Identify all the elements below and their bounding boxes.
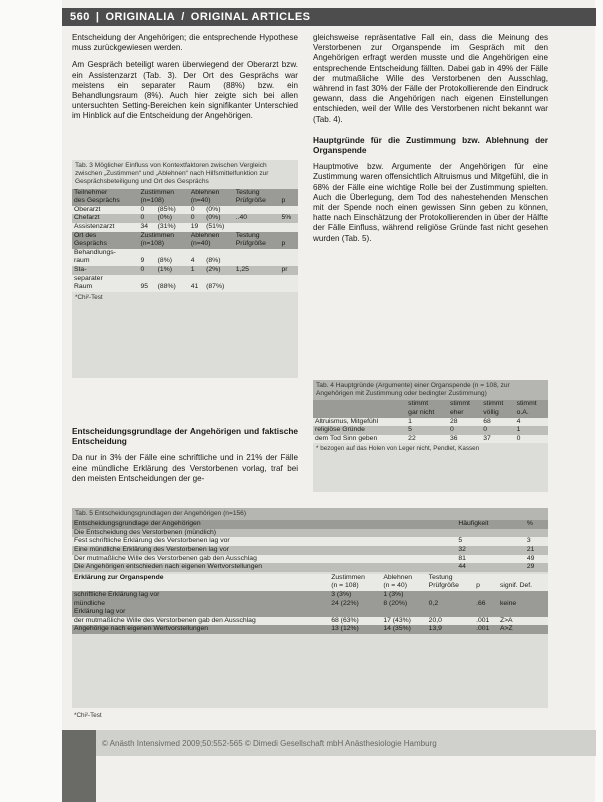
left-column-top xyxy=(72,33,298,129)
table-header-row xyxy=(72,189,298,198)
cell: (87%) xyxy=(206,283,225,291)
cell: 13 (12%) xyxy=(331,625,359,633)
table-5a-grid xyxy=(72,520,548,572)
cell: 0 xyxy=(516,434,521,442)
table-header-row xyxy=(72,197,298,206)
cell: 1 (3%) xyxy=(383,590,404,598)
cell xyxy=(234,257,280,266)
header-cell: Testung xyxy=(235,188,260,196)
cell: 20,0 xyxy=(428,616,442,624)
cell xyxy=(279,206,298,215)
table-header-row xyxy=(72,232,298,241)
header-cell: signif. Def. xyxy=(499,582,533,590)
header-cell: Ablehnen xyxy=(190,188,220,196)
table-row xyxy=(72,625,548,634)
header-separator: | xyxy=(95,11,100,23)
cell: 0 xyxy=(140,214,145,222)
cell xyxy=(456,529,525,538)
cell: Eine mündliche Erklärung des Verstorbenen lag vor xyxy=(74,545,229,553)
cell: Behandlungs- xyxy=(74,248,116,256)
header-cell: stimmt xyxy=(516,400,537,408)
cell: Die Entscheidung des Verstorbenen (mündlich) xyxy=(74,528,217,536)
cell: Raum xyxy=(74,283,93,291)
table-row xyxy=(72,223,298,232)
table-header-row xyxy=(72,574,548,583)
cell: (1%) xyxy=(157,265,173,273)
header-cell: Ablehnen xyxy=(190,231,220,239)
table-row xyxy=(313,435,548,444)
cell: (85%) xyxy=(157,205,176,213)
table-4-grid xyxy=(313,400,548,443)
cell: 8 (20%) xyxy=(383,599,408,607)
cell: (51%) xyxy=(206,222,225,230)
header-cell: Zustimmen xyxy=(140,231,175,239)
table-caption: Tab. 3 Möglicher Einfluss von Kontextfaktoren zwischen Vergleich zwischen „Zustimmen“ und „Ablehnen“ nach Hilfsmittelfunktion zur Gesprächsbeteiligung und Ort des Gesprächs xyxy=(75,162,269,186)
table-4 xyxy=(313,380,548,492)
cell: Z>A xyxy=(499,616,513,624)
header-cell: Entscheidungsgrundlage der Angehörigen xyxy=(74,520,201,528)
cell xyxy=(189,249,204,258)
header-slash: / xyxy=(181,11,185,23)
table-row xyxy=(72,608,548,617)
cell: pr xyxy=(281,265,288,273)
cell: ..40 xyxy=(235,214,248,222)
cell: (2%) xyxy=(206,265,221,273)
table-row xyxy=(72,214,298,223)
cell: 3 xyxy=(526,537,531,545)
cell: separater xyxy=(74,274,103,282)
header-cell: (n=40) xyxy=(190,197,211,205)
cell: 4 xyxy=(190,257,195,265)
cell: 13,9 xyxy=(428,625,442,633)
cell: 37 xyxy=(483,434,491,442)
cell: 1 xyxy=(190,265,195,273)
cell: Oberarzt xyxy=(74,205,101,213)
header-cell: stimmt xyxy=(449,400,470,408)
cell: 95 xyxy=(140,283,148,291)
table-caption: Tab. 5 Entscheidungsgrundlagen der Angehörigen (n=156) xyxy=(72,508,548,520)
table-row xyxy=(72,266,298,275)
cell: 5 xyxy=(408,426,412,434)
footer-bar xyxy=(62,730,96,802)
header-cell xyxy=(72,582,329,591)
cell xyxy=(234,275,280,284)
cell xyxy=(525,529,548,538)
cell: 9 xyxy=(140,257,145,265)
paragraph: Da nur in 3% der Fälle eine schriftliche und in 21% der Fälle eine mündliche Erklärung des Verstorbenen vorlag, traf bei den meisten Entscheidungen der ge- xyxy=(72,453,298,483)
header-cell: (n=108) xyxy=(140,240,165,248)
table-note: *Chi²-Test xyxy=(74,712,102,719)
cell: 28 xyxy=(449,417,458,425)
cell: (88%) xyxy=(157,283,176,291)
cell: 14 (35%) xyxy=(383,625,411,633)
cell: schriftliche Erklärung lag vor xyxy=(74,590,160,598)
table-header-row xyxy=(72,520,548,529)
section-heading: Entscheidungsgrundlage der Angehörigen und faktische Entscheidung xyxy=(72,426,298,447)
cell: .001 xyxy=(476,616,490,624)
header-cell: Testung xyxy=(235,231,260,239)
table-row xyxy=(72,546,548,555)
cell: .001 xyxy=(476,625,490,633)
header-cell: Zustimmen xyxy=(140,188,175,196)
cell: 0 xyxy=(190,214,195,222)
header-cell xyxy=(474,574,498,583)
cell: 21 xyxy=(526,545,535,553)
cell xyxy=(279,223,298,232)
cell: 5% xyxy=(281,214,292,222)
cell xyxy=(474,591,498,600)
cell: keine xyxy=(499,599,517,607)
cell: 3 (3%) xyxy=(331,590,352,598)
header-cell: Zustimmen xyxy=(331,573,365,581)
paragraph: Entscheidung der Angehörigen; die entsprechende Hypothese muss zurückgewiesen werden. xyxy=(72,33,298,53)
cell: dem Tod Sinn geben xyxy=(315,434,378,442)
paragraph: Am Gespräch beteiligt waren überwiegend der Oberarzt bzw. ein Assistenzarzt (Tab. 3). Der Ort des Gesprächs war meistens ein separater Raum (88%) bzw. ein Behandlungsraum (8%). Auch hier zeigte sich bei allen untersuchten Setting-Bereichen kein signifikanter Unterschied im Hinblick auf die Entscheidung der Angehörigen. xyxy=(72,60,298,121)
cell xyxy=(474,608,498,617)
header-cell: (n=108) xyxy=(140,197,165,205)
footer-text: © Anästh Intensivmed 2009;50:552-565 © Dimedi Gesellschaft mbH Anästhesiologie Hamburg xyxy=(102,738,437,748)
cell: 68 (63%) xyxy=(331,616,359,624)
header-cell: Ort des xyxy=(74,231,97,239)
cell: 19 xyxy=(190,222,199,230)
section-title: ORIGINALIA xyxy=(105,11,176,23)
table-row xyxy=(313,426,548,435)
table-5b-grid xyxy=(72,574,548,634)
cell xyxy=(498,608,548,617)
table-row xyxy=(72,537,548,546)
header-cell: (n = 108) xyxy=(331,582,359,590)
header-cell: Häufigkeit xyxy=(458,520,489,528)
cell xyxy=(189,275,204,284)
cell xyxy=(498,591,548,600)
cell xyxy=(156,275,189,284)
cell: 5 xyxy=(458,537,463,545)
header-cell: Prüfgröße xyxy=(428,582,459,590)
header-cell: % xyxy=(526,520,533,528)
cell: Erklärung lag vor xyxy=(74,608,126,616)
cell xyxy=(156,249,189,258)
cell xyxy=(234,249,280,258)
table-caption: Tab. 4 Hauptgründe (Argumente) einer Organspende (n = 108, zur Angehörigen mit Zustimmung oder bedingter Zustimmung) xyxy=(313,380,548,400)
header-cell: eher xyxy=(449,409,464,416)
cell: Fest schriftliche Erklärung des Verstorbenen lag vor xyxy=(74,537,230,545)
subsection-title: ORIGINAL ARTICLES xyxy=(190,11,311,23)
section-heading: Hauptgründe für die Zustimmung bzw. Ablehnung der Organspende xyxy=(313,134,548,156)
header-cell: Teilnehmer xyxy=(74,188,108,196)
table-row xyxy=(72,206,298,215)
header-cell: völlig xyxy=(483,409,499,416)
table-5 xyxy=(72,508,548,708)
cell: 4 xyxy=(516,417,521,425)
cell: 0 xyxy=(190,205,195,213)
table-row xyxy=(72,529,548,538)
cell: 68 xyxy=(483,417,491,425)
page-header xyxy=(62,8,596,26)
header-cell xyxy=(313,409,406,418)
header-cell: stimmt xyxy=(408,400,429,408)
table-row xyxy=(72,249,298,258)
cell: Die Angehörigen entschieden nach eigenen Wertvorstellungen xyxy=(74,563,263,571)
cell: 17 (43%) xyxy=(383,616,411,624)
cell xyxy=(427,591,474,600)
right-margin xyxy=(595,0,603,802)
cell xyxy=(279,283,298,292)
header-cell xyxy=(498,574,548,583)
cell xyxy=(204,249,234,258)
cell: 0 xyxy=(449,426,454,434)
cell: 49 xyxy=(526,554,535,562)
cell: 0,2 xyxy=(428,599,439,607)
cell xyxy=(279,257,298,266)
table-note: * bezogen auf das Holen von Leger nicht, Pendlet, Kassen xyxy=(316,445,480,453)
page-footer xyxy=(62,730,596,756)
cell: Angehörige nach eigenen Wertvorstellungen xyxy=(74,625,209,633)
table-header-row xyxy=(313,409,548,418)
cell xyxy=(138,249,155,258)
cell xyxy=(329,608,381,617)
cell: 0 xyxy=(140,265,145,273)
cell: 1 xyxy=(408,417,412,425)
cell: mündliche xyxy=(74,599,105,607)
table-row xyxy=(72,563,548,572)
cell: Sta- xyxy=(74,265,87,273)
header-cell: p xyxy=(281,240,286,248)
cell: Chefarzt xyxy=(74,214,100,222)
header-cell: (n=40) xyxy=(190,240,211,248)
cell: 22 xyxy=(408,434,416,442)
cell: 44 xyxy=(458,563,466,571)
header-cell xyxy=(313,400,406,409)
cell: 41 xyxy=(190,283,199,291)
table-3-grid xyxy=(72,189,298,292)
right-column xyxy=(313,33,548,251)
paragraph: gleichsweise repräsentative Fall ein, dass die Meinung des Verstorbenen zur Organspende im Gespräch mit den Angehörigen erfragt werden musste und die Angehörigen eine entsprechende Entscheidung fällten. Dabei gab in 49% der Fälle der mutmaßliche Wille des Verstorbenen den Ausschlag, während in fast 30% der Fälle der Protokollierende den Eindruck gewann, dass die Angehörigen nach eigenen Einstellungen entschieden, weil der Wille des Verstorbenen nicht bekannt war (Tab. 4). xyxy=(313,33,548,124)
cell xyxy=(204,275,234,284)
table-row xyxy=(72,600,548,609)
cell: A>Z xyxy=(499,625,513,633)
page-number: 560 xyxy=(70,11,90,23)
header-cell: des Gesprächs xyxy=(74,197,120,205)
table-row xyxy=(72,275,298,284)
cell: 34 xyxy=(140,222,148,230)
cell: der mutmaßliche Wille des Verstorbenen gab den Ausschlag xyxy=(74,616,256,624)
cell xyxy=(279,275,298,284)
cell: Der mutmaßliche Wille des Verstorbenen gab den Ausschlag xyxy=(74,554,257,562)
cell: 1,25 xyxy=(235,265,249,273)
header-cell: o.A. xyxy=(516,409,529,416)
cell xyxy=(234,206,280,215)
left-column-bottom xyxy=(72,426,298,491)
header-cell: Testung xyxy=(428,573,453,581)
cell: Altruismus, Mitgefühl xyxy=(315,417,379,425)
paragraph: Hauptmotive bzw. Argumente der Angehörigen für eine Zustimmung waren offensichtlich Altruismus und Mitgefühl, die in 68% der Fälle eine wichtige Rolle bei der Zustimmung spielten. Auch die Überlegung, dem Tod des nahestehenden Menschen mit der Spende noch einen gewissen Sinn geben zu können, hatte nach Einschätzung der Protokollierenden in über der Hälfte der Fälle Einfluss, während religiöse Gründe fast nicht gesehen wurden (Tab. 5). xyxy=(313,162,548,243)
table-row xyxy=(313,418,548,427)
cell: 24 (22%) xyxy=(331,599,359,607)
cell: 32 xyxy=(458,545,466,553)
header-cell: (n = 40) xyxy=(383,582,407,590)
cell: (0%) xyxy=(157,214,173,222)
cell: 29 xyxy=(526,563,535,571)
cell xyxy=(381,608,426,617)
cell: religiöse Gründe xyxy=(315,426,365,434)
table-3 xyxy=(72,160,298,378)
cell: (8%) xyxy=(157,257,173,265)
table-header-row xyxy=(313,400,548,409)
cell: 36 xyxy=(449,434,458,442)
cell: 81 xyxy=(458,554,466,562)
cell xyxy=(279,249,298,258)
cell: (8%) xyxy=(206,257,221,265)
header-cell: p xyxy=(281,197,286,205)
cell: (0%) xyxy=(206,205,221,213)
header-cell: Erklärung zur Organspende xyxy=(74,573,164,581)
table-header-row xyxy=(72,582,548,591)
cell: .66 xyxy=(476,599,486,607)
header-cell: Gesprächs xyxy=(74,240,107,248)
header-cell: stimmt xyxy=(483,400,504,408)
table-row xyxy=(72,591,548,600)
table-row xyxy=(72,283,298,292)
table-row xyxy=(72,555,548,564)
cell xyxy=(427,608,474,617)
table-row xyxy=(72,257,298,266)
cell: 1 xyxy=(516,426,521,434)
header-cell: gar nicht xyxy=(408,409,435,416)
cell: 0 xyxy=(140,205,145,213)
cell: (0%) xyxy=(206,214,221,222)
header-cell: Prüfgröße xyxy=(235,240,266,248)
header-cell: p xyxy=(476,582,480,590)
cell xyxy=(234,283,280,292)
left-margin xyxy=(0,0,62,802)
header-cell: Prüfgröße xyxy=(235,197,266,205)
cell xyxy=(234,223,280,232)
cell: Assistenzarzt xyxy=(74,222,115,230)
table-row xyxy=(72,617,548,626)
cell xyxy=(138,275,155,284)
cell: (31%) xyxy=(157,222,176,230)
table-header-row xyxy=(72,240,298,249)
table-note: *Chi²-Test xyxy=(75,293,103,301)
cell: raum xyxy=(74,257,90,265)
header-cell: Ablehnen xyxy=(383,573,413,581)
cell: 0 xyxy=(483,426,488,434)
